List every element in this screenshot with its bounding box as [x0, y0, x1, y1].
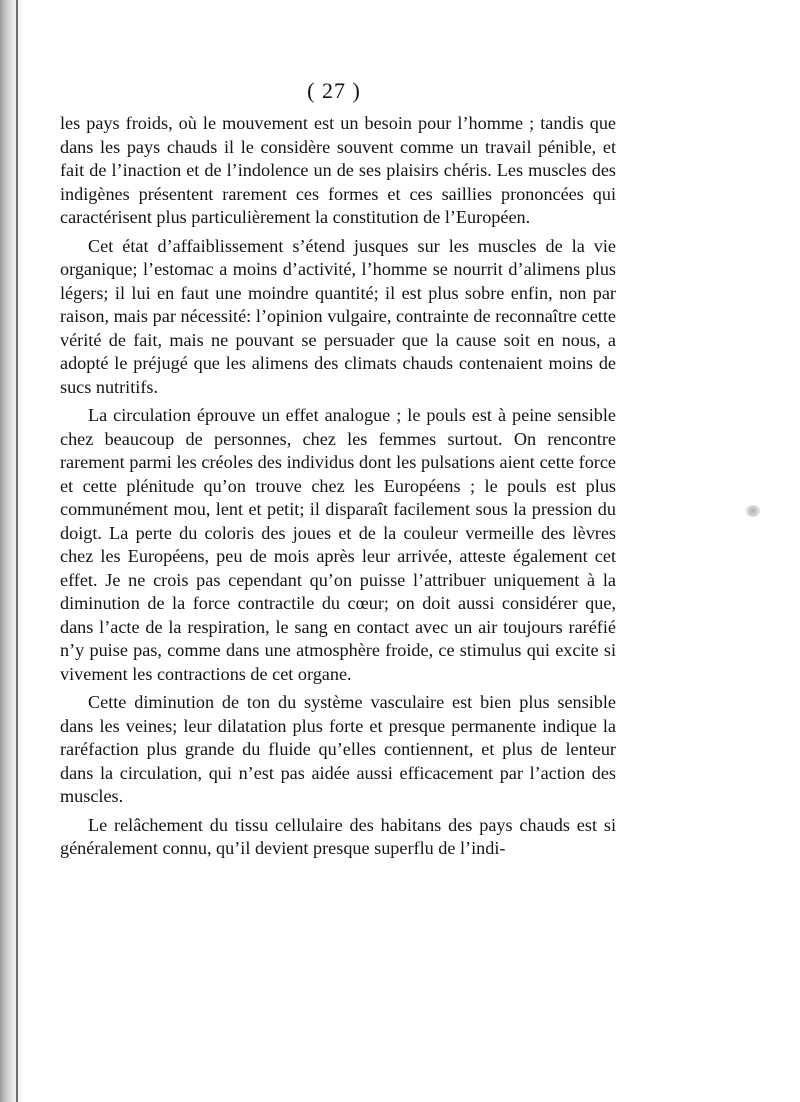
- page-body: [60, 112, 616, 866]
- book-spine-shadow: [0, 0, 24, 1102]
- paragraph-3: La circulation éprouve un effet analogue ; le pouls est à peine sensible chez beaucoup de personnes, chez les femmes surtout. On rencontre rarement parmi les créoles des individus dont les pulsations aient cette force et cette plénitude qu’on trouve chez les Européens ; le pouls est plus communément mou, lent et petit; il disparaît facilement sous la pression du doigt. La perte du coloris des joues et de la couleur vermeille des lèvres chez les Européens, peu de mois après leur arrivée, atteste également cet effet. Je ne crois pas cependant qu’on puisse l’attribuer uniquement à la diminution de la force contractile du cœur; on doit aussi considérer que, dans l’acte de la respiration, le sang en contact avec un air toujours raréfié n’y puise pas, comme dans une atmosphère froide, ce stimulus qui excite si vivement les contractions de cet organe.: [60, 405, 616, 684]
- paragraph-5: Le relâchement du tissu cellulaire des habitans des pays chauds est si généralement connu, qu’il devient presque superflu de l’indi-: [60, 814, 616, 858]
- paragraph-2: Cet état d’affaiblissement s’étend jusques sur les muscles de la vie organique; l’estomac a moins d’activité, l’homme se nourrit d’alimens plus légers; il lui en faut une moindre quantité; il est plus sobre enfin, non par raison, mais par nécessité: l’opinion vulgaire, contrainte de reconnaître cette vérité de fait, mais ne pouvant se persuader que la cause soit en nous, a adopté le préjugé que les alimens des climats chauds contenaient moins de sucs nutritifs.: [60, 235, 616, 397]
- paragraph-1: les pays froids, où le mouvement est un besoin pour l’homme ; tandis que dans les pays chauds il le considère souvent comme un travail pénible, et fait de l’inaction et de l’indolence un de ses plaisirs chéris. Les muscles des indigènes présentent rarement ces formes et ces saillies prononcées qui caractérisent plus particulièrement la constitution de l’Européen.: [60, 113, 616, 227]
- paper-blot: [746, 505, 760, 517]
- book-spine-edge: [16, 0, 18, 1102]
- paragraph-4: Cette diminution de ton du système vasculaire est bien plus sensible dans les veines; leur dilatation plus forte et presque permanente indique la raréfaction plus grande du fluide qu’elles contiennent, et plus de lenteur dans la circulation, qui n’est pas aidée aussi efficacement par l’action des muscles.: [60, 692, 616, 806]
- page-number: ( 27 ): [307, 78, 361, 103]
